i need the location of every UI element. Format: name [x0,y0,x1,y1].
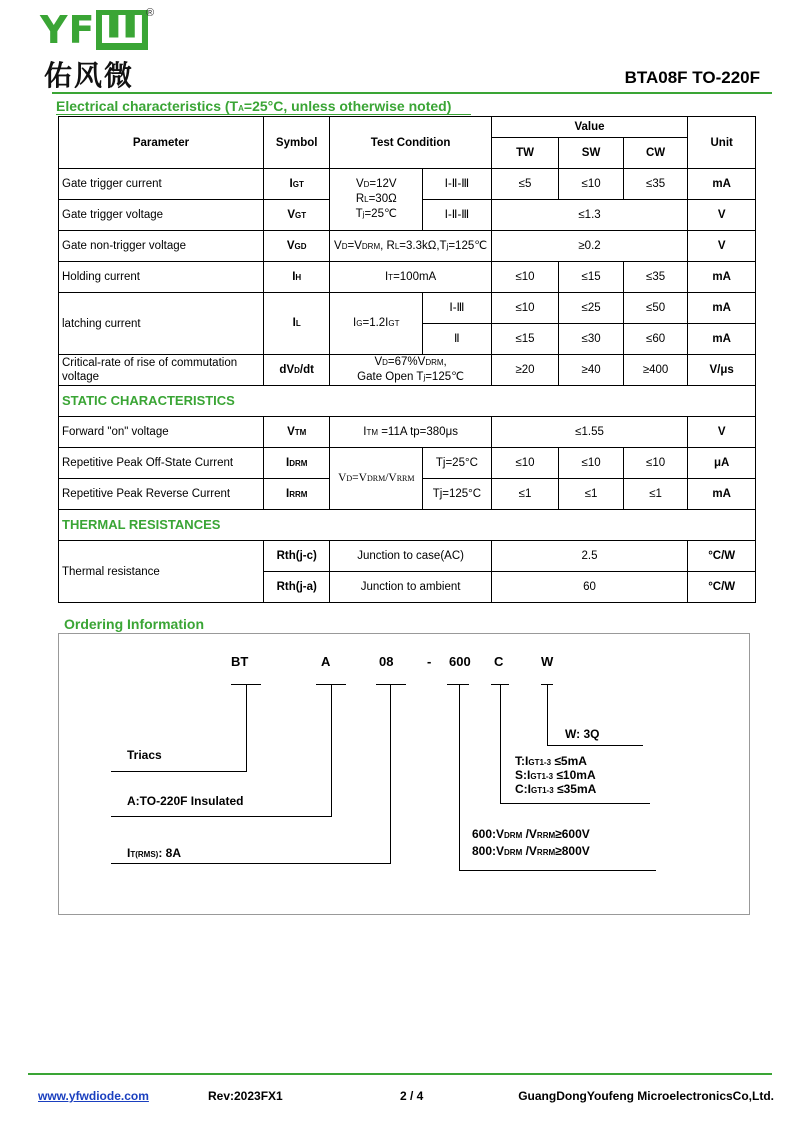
tw: ≤5 [491,169,559,200]
pn-08: 08 [379,654,394,669]
param: Holding current [59,262,264,293]
value: 2.5 [491,541,688,572]
current-label: IT(RMS): 8A [127,846,182,860]
h-parameter: Parameter [59,117,264,169]
page-number: 2 / 4 [400,1089,424,1103]
unit: V [688,417,756,448]
param: Repetitive Peak Reverse Current [59,479,264,510]
c-label: C:IGT1-3 ≤35mA [515,782,597,796]
quadrant: Ⅰ-Ⅱ-Ⅲ [423,200,492,231]
condition: IT=100mA [330,262,491,293]
condition: VD=VDRM, RL=3.3kΩ,Tj=125℃ [330,231,491,262]
param: Gate trigger current [59,169,264,200]
temp: Tj=125°C [423,479,492,510]
unit: V/μs [688,355,756,386]
t-label: T:IGT1-3 ≤5mA [515,754,587,768]
param: latching current [59,293,264,355]
sw: ≤10 [559,448,623,479]
condition: ITM =11A tp=380μs [330,417,491,448]
tw: ≤10 [491,262,559,293]
tw: ≥20 [491,355,559,386]
cw: ≤35 [623,169,688,200]
quadrant: Ⅰ-Ⅱ-Ⅲ [423,169,492,200]
unit: mA [688,293,756,324]
tw: ≤10 [491,293,559,324]
ordering-diagram [58,633,750,915]
unit: °C/W [688,572,756,603]
electrical-title: Electrical characteristics (TA=25°C, unless otherwise noted) [56,98,452,114]
table-row [59,448,756,479]
table-row [59,355,756,386]
param: Repetitive Peak Off-State Current [59,448,264,479]
registered-mark: ® [146,7,155,19]
unit: V [688,231,756,262]
logo-text: YFШ [40,8,147,52]
condition: VD=VDRM/VRRM [330,448,423,510]
gate-condition: VD=12V RL=30Ω Tj=25℃ [330,169,423,231]
unit: °C/W [688,541,756,572]
condition: IG=1.2IGT [330,293,423,355]
sw: ≤30 [559,324,623,355]
spec-table [58,116,756,603]
param: Gate non-trigger voltage [59,231,264,262]
tw: ≤10 [491,448,559,479]
table-row [59,541,756,572]
pn-600: 600 [449,654,471,669]
pn-bt: BT [231,654,249,669]
table-row [59,293,756,324]
param: Thermal resistance [59,541,264,603]
pn-w: W [541,654,554,669]
value: 60 [491,572,688,603]
symbol: VGD [263,231,330,262]
ordering-title: Ordering Information [64,616,204,632]
h-symbol: Symbol [263,117,330,169]
thermal-title: THERMAL RESISTANCES [59,510,688,541]
value: ≤1.55 [491,417,688,448]
unit: V [688,200,756,231]
w-label: W: 3Q [565,727,600,741]
triacs-label: Triacs [127,748,162,762]
symbol: IGT [263,169,330,200]
symbol: VTM [263,417,330,448]
static-title: STATIC CHARACTERISTICS [59,386,688,417]
unit: mA [688,262,756,293]
condition: VD=67%VDRM, Gate Open Tj=125℃ [330,355,491,386]
value: ≤1.3 [491,200,688,231]
pn-c: C [494,654,504,669]
pn-a: A [321,654,331,669]
sw: ≤15 [559,262,623,293]
unit: mA [688,324,756,355]
tw: ≤15 [491,324,559,355]
symbol: VGT [263,200,330,231]
symbol: Rth(j-c) [263,541,330,572]
h-sw: SW [559,138,623,169]
symbol: IH [263,262,330,293]
tw: ≤1 [491,479,559,510]
quadrant: Ⅰ-Ⅲ [423,293,492,324]
title-underline [56,114,471,115]
cw: ≤50 [623,293,688,324]
header-row [59,117,756,138]
sw: ≤1 [559,479,623,510]
param: Gate trigger voltage [59,200,264,231]
revision: Rev:2023FX1 [208,1089,283,1103]
table-row [59,169,756,200]
condition: Junction to case(AC) [330,541,491,572]
cw: ≥400 [623,355,688,386]
sw: ≤10 [559,169,623,200]
symbol: IDRM [263,448,330,479]
h-test: Test Condition [330,117,491,169]
cw: ≤10 [623,448,688,479]
symbol: IL [263,293,330,355]
condition: Junction to ambient [330,572,491,603]
unit: mA [688,479,756,510]
footer-divider [28,1073,772,1075]
v600-label: 600:VDRM /VRRM≥600V [472,827,590,841]
s-label: S:IGT1-3 ≤10mA [515,768,596,782]
cw: ≤60 [623,324,688,355]
table-row [59,262,756,293]
symbol: dVD/dt [263,355,330,386]
h-tw: TW [491,138,559,169]
pn-dash: - [427,654,432,669]
package-label: A:TO-220F Insulated [127,794,244,808]
param: Forward "on" voltage [59,417,264,448]
h-cw: CW [623,138,688,169]
quadrant: Ⅱ [423,324,492,355]
sw: ≥40 [559,355,623,386]
unit: μA [688,448,756,479]
table-row [59,417,756,448]
sw: ≤25 [559,293,623,324]
h-unit: Unit [688,117,756,169]
company-logo [40,7,155,92]
symbol: IRRM [263,479,330,510]
section-row [59,510,756,541]
v800-label: 800:VDRM /VRRM≥800V [472,844,590,858]
cw: ≤1 [623,479,688,510]
param: Critical-rate of rise of commutation voltage [59,355,264,386]
unit: mA [688,169,756,200]
temp: Tj=25°C [423,448,492,479]
section-row [59,386,756,417]
cw: ≤35 [623,262,688,293]
model-title: BTA08F TO-220F [624,68,760,87]
company-name: GuangDongYoufeng MicroelectronicsCo,Ltd. [518,1089,774,1103]
logo-chinese: 佑风微 [44,59,135,92]
header-divider [52,92,772,94]
table-row [59,231,756,262]
symbol: Rth(j-a) [263,572,330,603]
website-link[interactable]: www.yfwdiode.com [38,1089,149,1103]
h-value: Value [491,117,688,138]
value: ≥0.2 [491,231,688,262]
